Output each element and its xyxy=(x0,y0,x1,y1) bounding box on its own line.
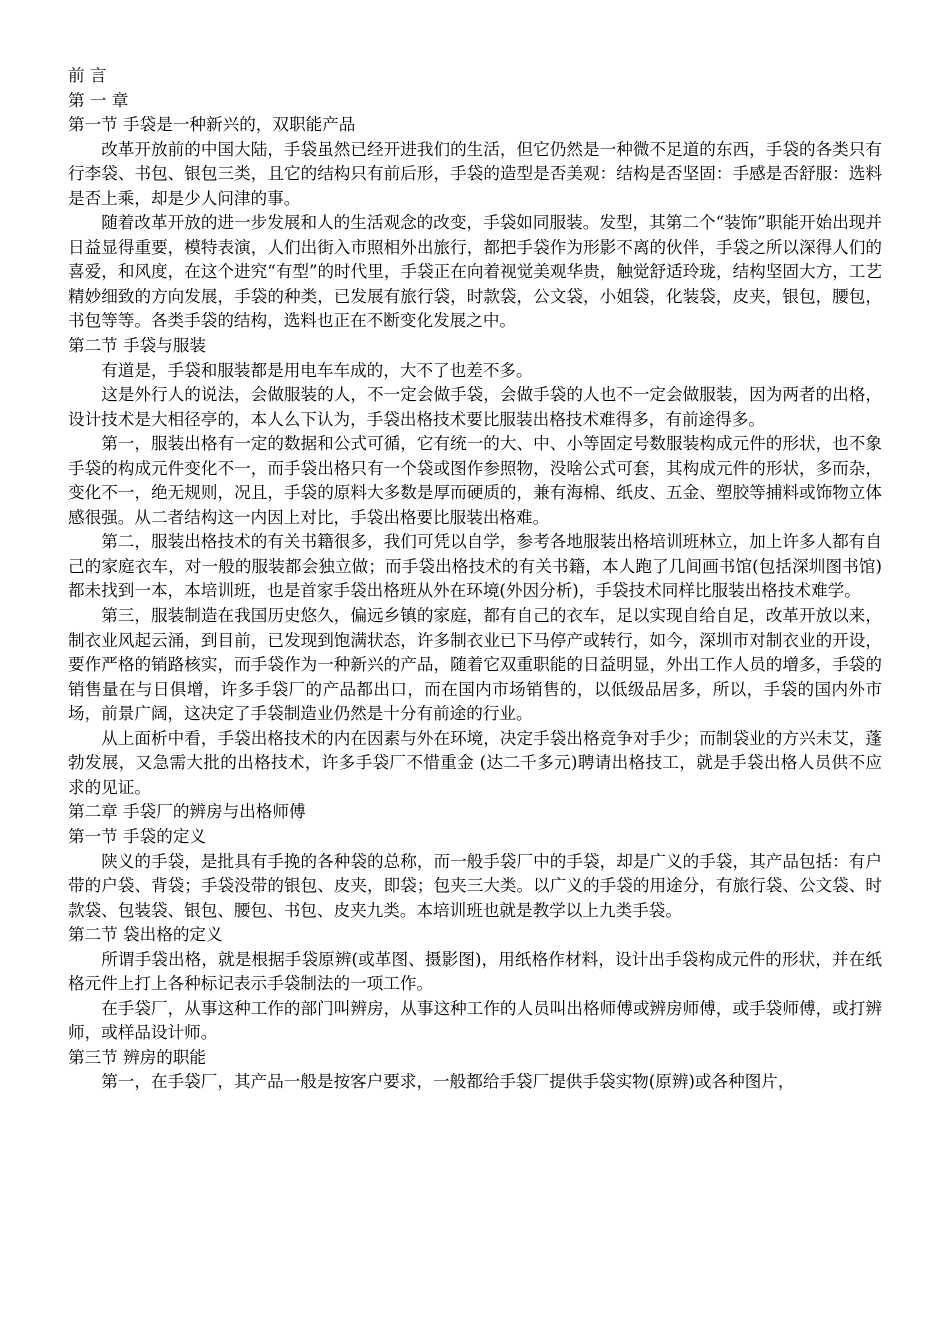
document-body xyxy=(68,64,882,1095)
ch1-section-2-heading: 第二节 手袋与服装 xyxy=(68,336,207,356)
paragraph: 第一，在手袋厂，其产品一般是按客户要求，一般都给手袋厂提供手袋实物(原辨)或各种图片， xyxy=(101,1072,795,1092)
paragraph: 这是外行人的说法，会做服装的人，不一定会做手袋，会做手袋的人也不一定会做服装，因为两者的出格，设计技术是大相径亭的，本人么下认为，手袋出格技术要比服装出格技术难得多，有前途得多。 xyxy=(68,385,882,429)
ch2-section-1-heading: 第一节 手袋的定义 xyxy=(68,826,207,846)
paragraph: 随着改革开放的进一步发展和人的生活观念的改变，手袋如同服装。发型，其第二个“装饰”职能开始出现并日益显得重要，模特表演，人们出街入市照相外出旅行，都把手袋作为形影不离的伙伴，手袋之所以深得人们的喜爱，和风度，在这个进究“有型”的时代里，手袋正在向着视觉美观华贵，触觉舒适玲珑，结构坚固大方，工艺精妙细致的方向发展，手袋的种类，已发展有旅行袋，时款袋，公文袋，小姐袋，化装袋，皮夹，银包，腰包，书包等等。各类手袋的结构，选料也正在不断变化发展之中。 xyxy=(68,213,882,331)
paragraph: 在手袋厂，从事这种工作的部门叫辨房，从事这种工作的人员叫出格师傅或辨房师傅，或手袋师傅，或打辨师，或样品设计师。 xyxy=(68,998,882,1043)
paragraph: 所谓手袋出格，就是根据手袋原辨(或革图、摄影图)，用纸格作材料，设计出手袋构成元件的形状，并在纸格元件上打上各种标记表示手袋制法的一项工作。 xyxy=(68,949,882,994)
chapter-1-heading: 第 一 章 xyxy=(68,90,129,110)
paragraph: 第三，服装制造在我国历史悠久，偏远乡镇的家庭，都有自己的衣车，足以实现自给自足，改革开放以来，制衣业风起云涌，到目前，已发现到饱满状态，许多制衣业已下马停产或转行，如今，深圳市对制衣业的开设，要作严格的销路核实，而手袋作为一种新兴的产品，随着它双重职能的日益明显，外出工作人员的增多，手袋的销售量在与日俱增，许多手袋厂的产品都出口，而在国内市场销售的，以低级品居多，所以，手袋的国内外市场，前景广阔，这决定了手袋制造业仍然是十分有前途的行业。 xyxy=(68,606,882,724)
paragraph: 改革开放前的中国大陆，手袋虽然已经开进我们的生活，但它仍然是一种微不足道的东西，手袋的各类只有行李袋、书包、银包三类，且它的结构只有前后形，手袋的造型是否美观：结构是否坚固：手感是否舒服：选料是否上乘，却是少人问津的事。 xyxy=(68,139,882,208)
ch2-section-2-heading: 第二节 袋出格的定义 xyxy=(68,925,223,945)
ch1-section-1-heading: 第一节 手袋是一种新兴的，双职能产品 xyxy=(68,115,356,135)
chapter-2-heading: 第二章 手袋厂的辨房与出格师傅 xyxy=(68,802,306,822)
paragraph: 从上面析中看，手袋出格技术的内在因素与外在环境，决定手袋出格竞争对手少；而制袋业的方兴未艾，蓬勃发展，又急需大批的出格技术，许多手袋厂不惜重金 (达二千多元)聘请出格技工，就是手袋出格人员供不应求的见证。 xyxy=(68,728,882,797)
paragraph: 陕义的手袋，是批具有手挽的各种袋的总称，而一般手袋厂中的手袋，却是广义的手袋，其产品包括：有户带的户袋、背袋；手袋没带的银包、皮夹，即袋；包夹三大类。以广义的手袋的用途分，有旅行袋、公文袋、时款袋、包装袋、银包、腰包、书包、皮夹九类。本培训班也就是教学以上九类手袋。 xyxy=(68,851,882,920)
ch2-section-3-heading: 第三节 辨房的职能 xyxy=(68,1047,207,1067)
paragraph: 第二，服装出格技术的有关书籍很多，我们可凭以自学，参考各地服装出格培训班林立，加上许多人都有自己的家庭衣车，对一般的服装都会独立做；而手袋出格技术的有关书籍，本人跑了几间画书馆(包括深圳图书馆)都未找到一本，本培训班，也是首家手袋出格班从外在环境(外因分析)，手袋技术同样比服装出格技术难学。 xyxy=(68,532,882,601)
paragraph: 有道是，手袋和服装都是用电车车成的，大不了也差不多。 xyxy=(101,360,533,380)
paragraph: 第一，服装出格有一定的数据和公式可循，它有统一的大、中、小等固定号数服装构成元件的形状，也不象手袋的构成元件变化不一，而手袋出格只有一个袋或图作参照物，没啥公式可套，其构成元件的形状，多而杂，变化不一，绝无规则，况且，手袋的原料大多数是厚而硬质的，兼有海棉、纸皮、五金、塑胶等捕料或饰物立体感很强。从二者结构这一内因上对比，手袋出格要比服装出格难。 xyxy=(68,434,882,527)
preface-heading: 前 言 xyxy=(68,66,107,85)
